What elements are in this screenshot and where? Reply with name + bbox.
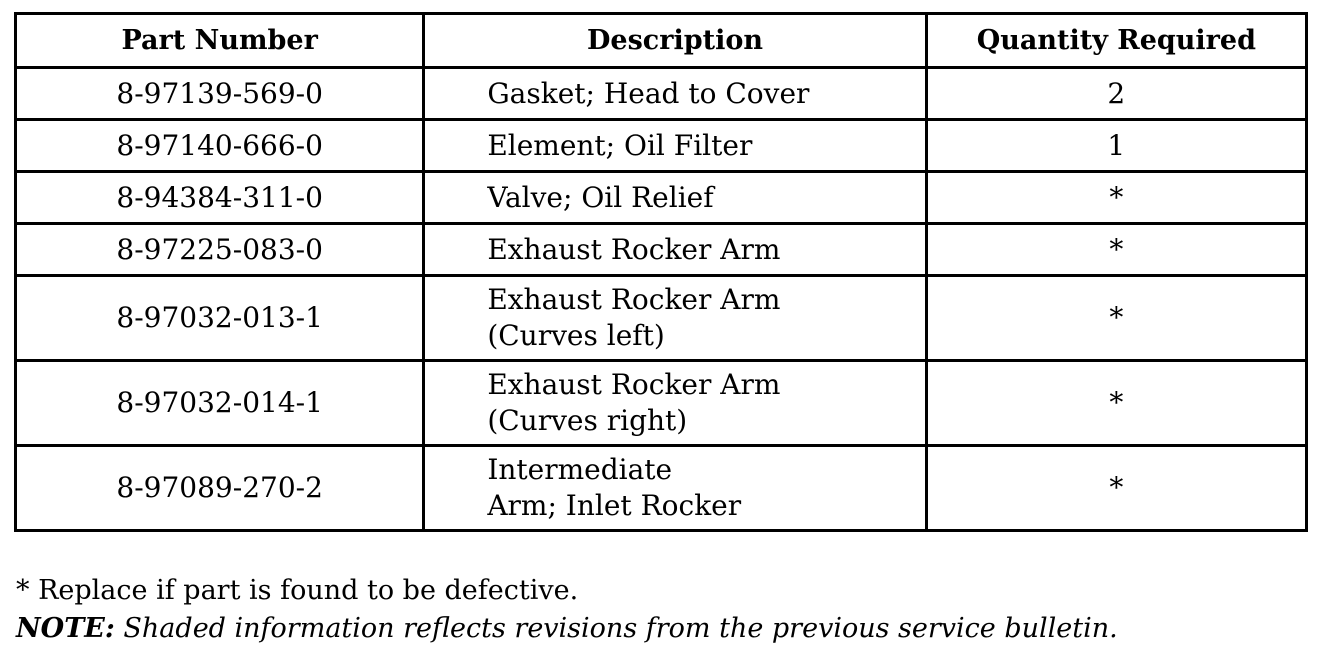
description-cell (424, 68, 926, 120)
description-line: (Curves left) (487, 319, 665, 352)
description-line: Element; Oil Filter (487, 128, 753, 162)
part-number-cell: 8-97225-083-0 (16, 224, 424, 276)
description-line: Exhaust Rocker Arm (487, 283, 781, 316)
part-number-cell: 8-94384-311-0 (16, 172, 424, 224)
parts-table (14, 12, 1308, 532)
description-cell (424, 361, 926, 446)
quantity-cell: * (926, 361, 1306, 446)
table-row (16, 68, 1307, 120)
note-text: Shaded information reflects revisions from the previous service bulletin. (114, 613, 1118, 644)
quantity-cell: * (926, 276, 1306, 361)
quantity-cell: * (926, 172, 1306, 224)
header-part-number: Part Number (16, 14, 424, 68)
part-number-cell: 8-97140-666-0 (16, 120, 424, 172)
header-row (16, 14, 1307, 68)
description-line: Gasket; Head to Cover (487, 76, 810, 110)
description-line: Intermediate (487, 453, 673, 486)
table-row (16, 224, 1307, 276)
table-row (16, 361, 1307, 446)
description-cell (424, 172, 926, 224)
description-line: Exhaust Rocker Arm (487, 232, 781, 266)
description-line: Exhaust Rocker Arm (487, 368, 781, 401)
quantity-cell: 1 (926, 120, 1306, 172)
description-line: Arm; Inlet Rocker (487, 489, 742, 522)
header-quantity-required: Quantity Required (926, 14, 1306, 68)
part-number-cell: 8-97089-270-2 (16, 446, 424, 531)
description-line: Valve; Oil Relief (487, 180, 714, 214)
table-row (16, 276, 1307, 361)
quantity-cell: 2 (926, 68, 1306, 120)
header-description: Description (424, 14, 926, 68)
part-number-cell: 8-97032-013-1 (16, 276, 424, 361)
part-number-cell: 8-97139-569-0 (16, 68, 424, 120)
table-row (16, 446, 1307, 531)
table-row (16, 120, 1307, 172)
description-line: (Curves right) (487, 404, 688, 437)
description-cell (424, 276, 926, 361)
footnote: * Replace if part is found to be defective. (16, 575, 579, 606)
quantity-cell: * (926, 446, 1306, 531)
revision-note (16, 610, 1118, 648)
description-cell (424, 120, 926, 172)
part-number-cell: 8-97032-014-1 (16, 361, 424, 446)
quantity-cell: * (926, 224, 1306, 276)
description-cell (424, 224, 926, 276)
table-row (16, 172, 1307, 224)
description-cell (424, 446, 926, 531)
notes-section (16, 572, 1118, 648)
note-label: NOTE: (16, 613, 115, 644)
